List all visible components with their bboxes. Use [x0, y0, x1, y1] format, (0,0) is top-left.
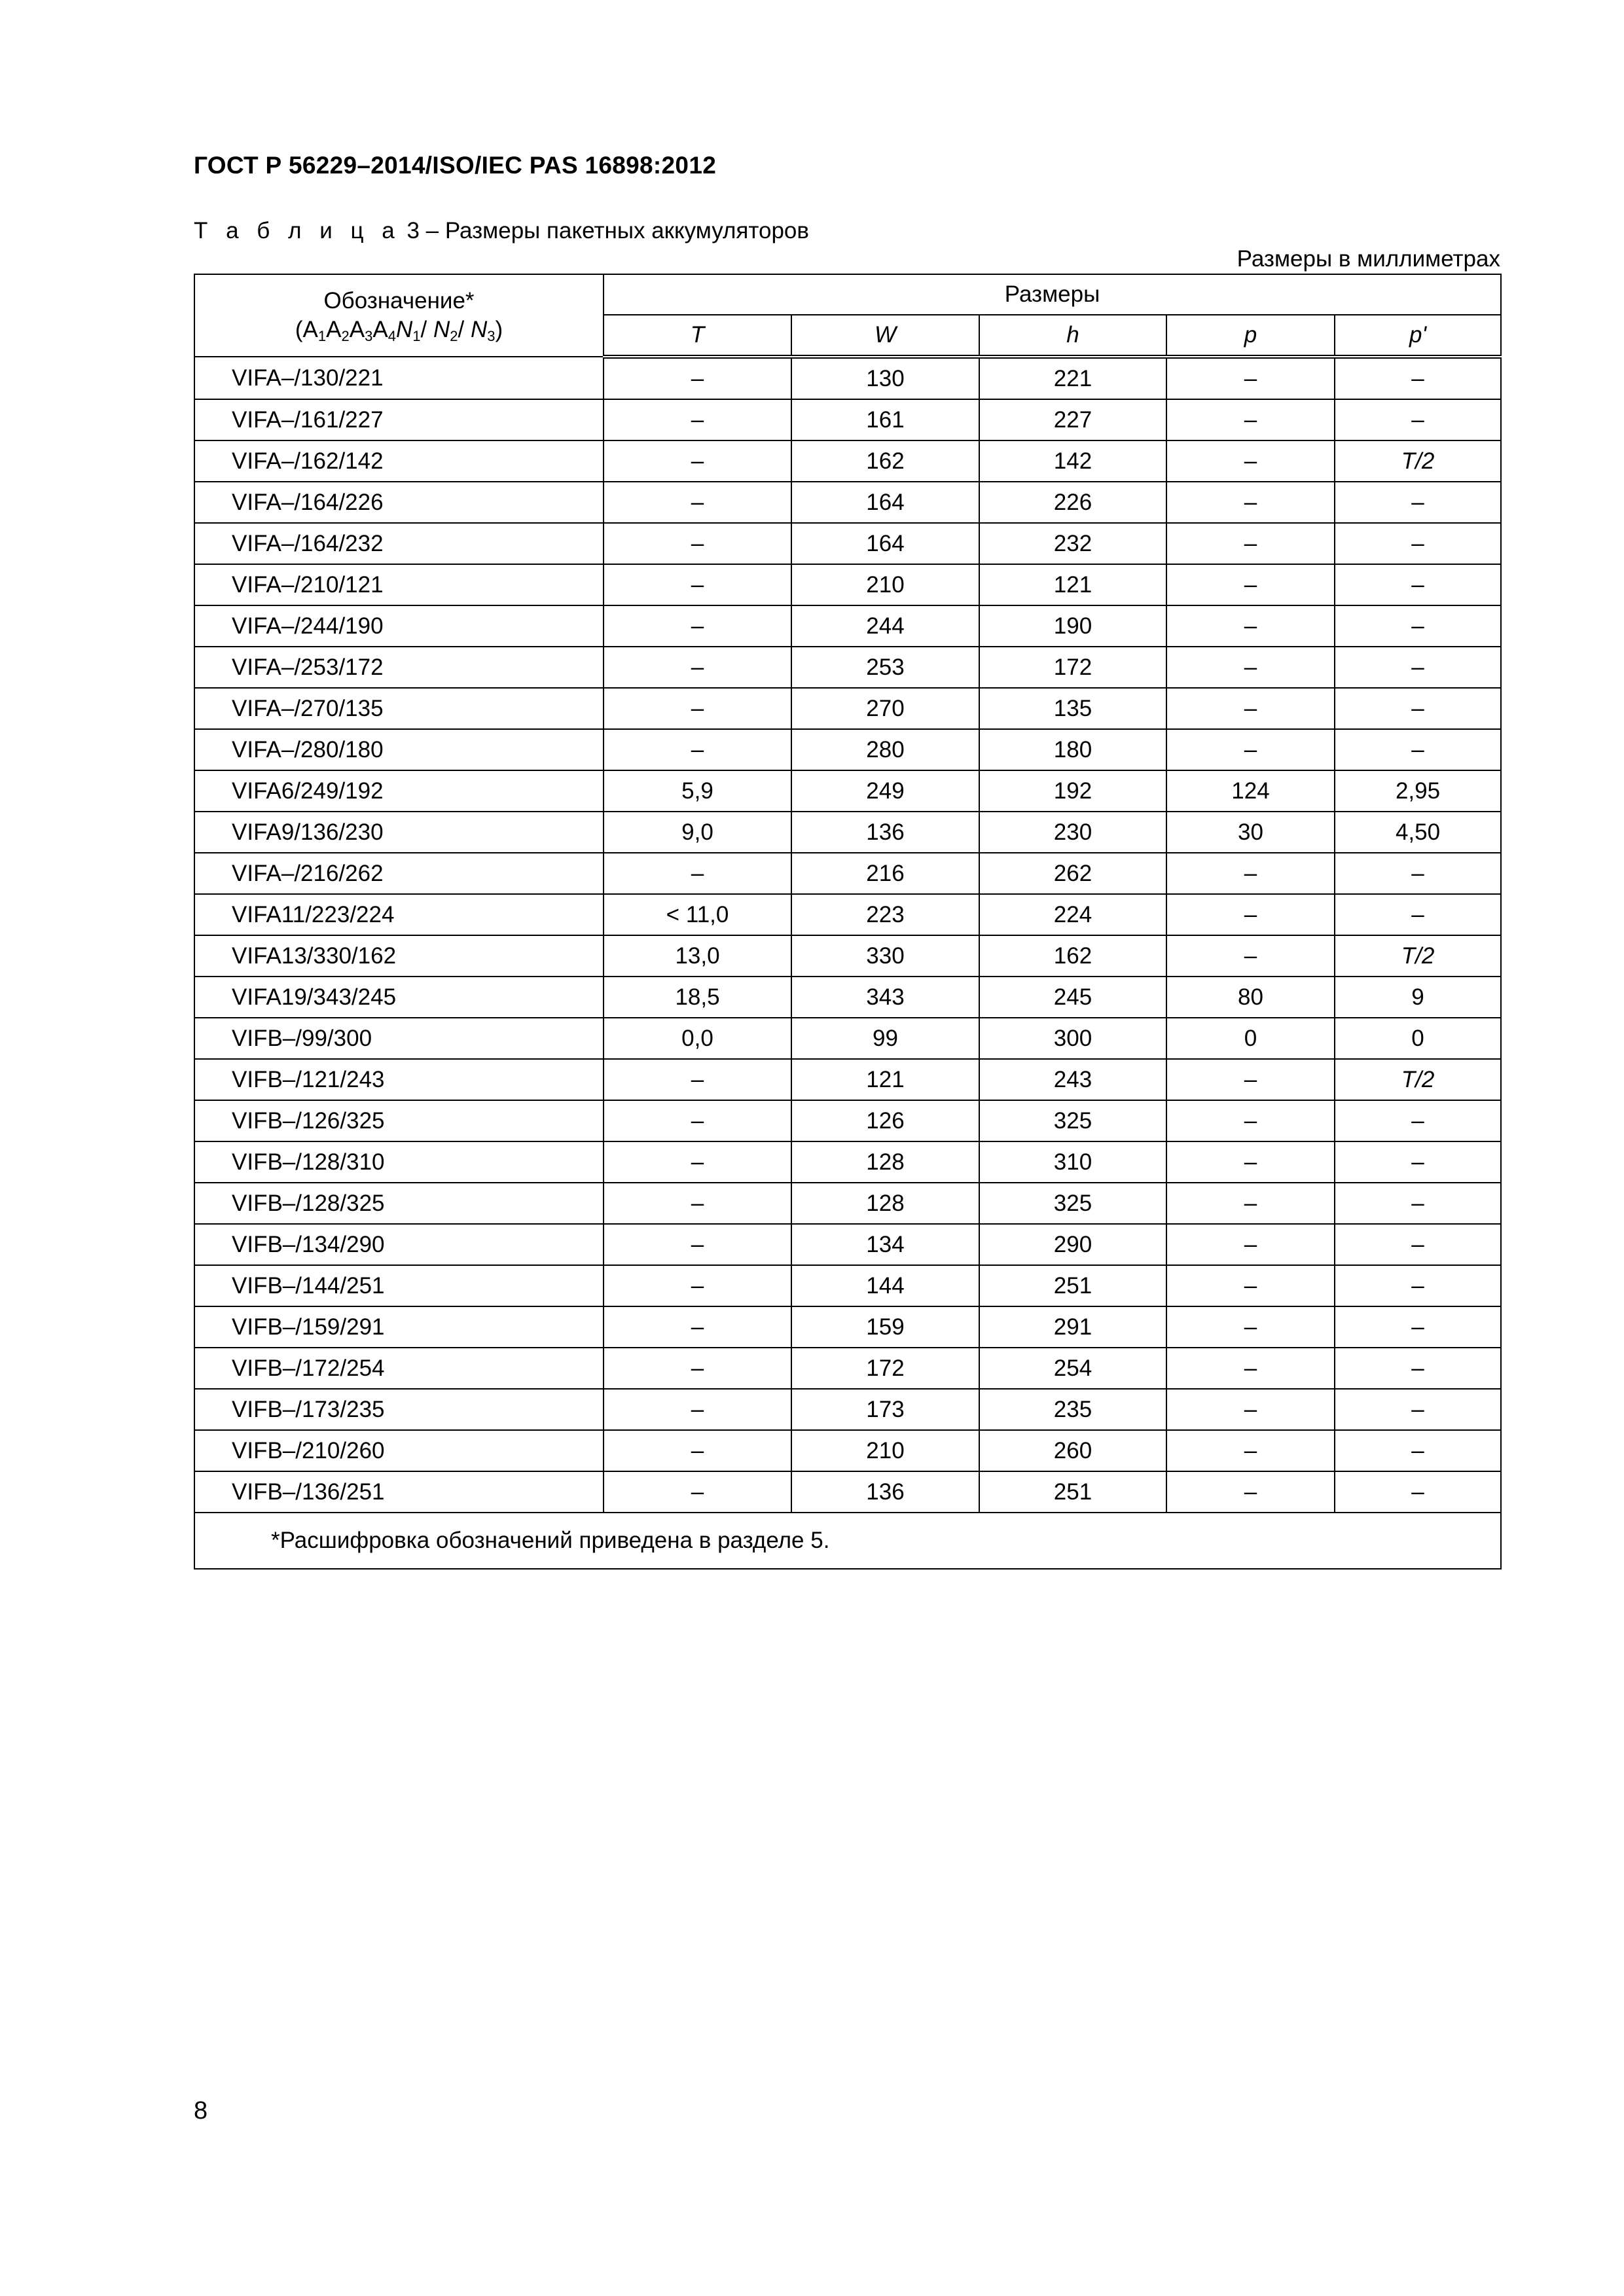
cell-p: – — [1166, 1100, 1335, 1141]
cell-p-prime: T/2 — [1335, 935, 1501, 977]
cell-T: – — [604, 482, 791, 523]
footnote-row — [194, 1513, 1501, 1569]
cell-p: – — [1166, 729, 1335, 770]
caption-prefix: Т а б л и ц а — [194, 218, 401, 243]
cell-h: 226 — [979, 482, 1166, 523]
cell-T: – — [604, 357, 791, 399]
cell-W: 161 — [791, 399, 979, 440]
cell-T: – — [604, 440, 791, 482]
designation-cell: VIFA–/244/190 — [194, 605, 604, 647]
designation-cell: VIFB–/121/243 — [194, 1059, 604, 1100]
table-row — [194, 1059, 1501, 1100]
designation-cell: VIFA19/343/245 — [194, 977, 604, 1018]
designation-cell: VIFA–/164/226 — [194, 482, 604, 523]
cell-p-prime: – — [1335, 688, 1501, 729]
table-row — [194, 647, 1501, 688]
cell-p-prime: – — [1335, 1306, 1501, 1348]
cell-T: 9,0 — [604, 812, 791, 853]
cell-T: – — [604, 1059, 791, 1100]
cell-p: – — [1166, 647, 1335, 688]
designation-cell: VIFB–/128/325 — [194, 1183, 604, 1224]
table-row — [194, 894, 1501, 935]
cell-p-prime: – — [1335, 523, 1501, 564]
cell-W: 343 — [791, 977, 979, 1018]
sizes-header: Размеры — [604, 274, 1501, 315]
table-row — [194, 482, 1501, 523]
cell-W: 162 — [791, 440, 979, 482]
cell-p: – — [1166, 1306, 1335, 1348]
cell-p-prime: – — [1335, 1265, 1501, 1306]
cell-p: – — [1166, 1059, 1335, 1100]
designation-cell: VIFB–/126/325 — [194, 1100, 604, 1141]
cell-h: 260 — [979, 1430, 1166, 1471]
cell-p-prime: – — [1335, 894, 1501, 935]
designation-cell: VIFA–/253/172 — [194, 647, 604, 688]
cell-p-prime: – — [1335, 1141, 1501, 1183]
cell-p-prime: – — [1335, 1471, 1501, 1513]
cell-h: 232 — [979, 523, 1166, 564]
table-row — [194, 935, 1501, 977]
cell-T: – — [604, 1224, 791, 1265]
cell-p-prime: 0 — [1335, 1018, 1501, 1059]
cell-p: – — [1166, 1183, 1335, 1224]
cell-p-prime: – — [1335, 729, 1501, 770]
cell-h: 227 — [979, 399, 1166, 440]
cell-W: 172 — [791, 1348, 979, 1389]
designation-formula: ($A_1A_2A_3A_4N_1/$ $N_2/$ $N_3$) — [295, 317, 503, 344]
cell-p-prime: T/2 — [1335, 1059, 1501, 1100]
cell-T: – — [604, 647, 791, 688]
cell-T: – — [604, 1389, 791, 1430]
designation-cell: VIFB–/134/290 — [194, 1224, 604, 1265]
cell-T: – — [604, 1265, 791, 1306]
designation-cell: VIFB–/128/310 — [194, 1141, 604, 1183]
designation-cell: VIFA–/216/262 — [194, 853, 604, 894]
cell-p: – — [1166, 1389, 1335, 1430]
table-caption — [194, 218, 809, 244]
table-row — [194, 1306, 1501, 1348]
table-row — [194, 357, 1501, 399]
cell-p-prime: 4,50 — [1335, 812, 1501, 853]
cell-p-prime: 9 — [1335, 977, 1501, 1018]
cell-W: 173 — [791, 1389, 979, 1430]
cell-W: 216 — [791, 853, 979, 894]
cell-p: – — [1166, 440, 1335, 482]
cell-h: 245 — [979, 977, 1166, 1018]
cell-h: 300 — [979, 1018, 1166, 1059]
cell-W: 223 — [791, 894, 979, 935]
cell-W: 330 — [791, 935, 979, 977]
cell-W: 128 — [791, 1141, 979, 1183]
units-note: Размеры в миллиметрах — [1236, 246, 1500, 272]
cell-W: 130 — [791, 357, 979, 399]
table-row — [194, 977, 1501, 1018]
cell-p-prime: – — [1335, 1224, 1501, 1265]
table-row — [194, 770, 1501, 812]
designation-cell: VIFA–/280/180 — [194, 729, 604, 770]
cell-T: – — [604, 853, 791, 894]
cell-h: 254 — [979, 1348, 1166, 1389]
cell-T: – — [604, 523, 791, 564]
table-row — [194, 812, 1501, 853]
cell-p: – — [1166, 482, 1335, 523]
cell-p-prime: – — [1335, 1183, 1501, 1224]
designation-cell: VIFB–/210/260 — [194, 1430, 604, 1471]
cell-T: 18,5 — [604, 977, 791, 1018]
page-number: 8 — [194, 2097, 208, 2125]
table-row — [194, 399, 1501, 440]
cell-p: – — [1166, 1224, 1335, 1265]
cell-p: – — [1166, 1348, 1335, 1389]
cell-h: 172 — [979, 647, 1166, 688]
col-h-header: h — [979, 315, 1166, 357]
cell-h: 121 — [979, 564, 1166, 605]
cell-h: 221 — [979, 357, 1166, 399]
designation-cell: VIFA–/270/135 — [194, 688, 604, 729]
table-row — [194, 729, 1501, 770]
cell-T: – — [604, 1141, 791, 1183]
cell-W: 126 — [791, 1100, 979, 1141]
cell-h: 325 — [979, 1183, 1166, 1224]
cell-p: – — [1166, 1471, 1335, 1513]
cell-W: 164 — [791, 523, 979, 564]
cell-p: – — [1166, 935, 1335, 977]
cell-h: 290 — [979, 1224, 1166, 1265]
designation-cell: VIFA–/164/232 — [194, 523, 604, 564]
designation-header — [194, 274, 604, 357]
cell-W: 99 — [791, 1018, 979, 1059]
designation-cell: VIFA6/249/192 — [194, 770, 604, 812]
cell-W: 270 — [791, 688, 979, 729]
cell-p-prime: – — [1335, 647, 1501, 688]
table-row — [194, 853, 1501, 894]
cell-p-prime: – — [1335, 605, 1501, 647]
designation-cell: VIFA–/162/142 — [194, 440, 604, 482]
cell-p-prime: – — [1335, 482, 1501, 523]
cell-p: 30 — [1166, 812, 1335, 853]
cell-T: 5,9 — [604, 770, 791, 812]
cell-T: 13,0 — [604, 935, 791, 977]
cell-T: – — [604, 1100, 791, 1141]
table-row — [194, 1389, 1501, 1430]
cell-h: 224 — [979, 894, 1166, 935]
cell-W: 210 — [791, 564, 979, 605]
table-row — [194, 1183, 1501, 1224]
designation-cell: VIFA9/136/230 — [194, 812, 604, 853]
designation-cell: VIFB–/159/291 — [194, 1306, 604, 1348]
table-row — [194, 440, 1501, 482]
footnote: *Расшифровка обозначений приведена в разделе 5. — [194, 1513, 1501, 1569]
document-header: ГОСТ Р 56229–2014/ISO/IEC PAS 16898:2012 — [194, 152, 717, 179]
cell-h: 310 — [979, 1141, 1166, 1183]
table-row — [194, 1141, 1501, 1183]
cell-p-prime: – — [1335, 1348, 1501, 1389]
caption-title: – Размеры пакетных аккумуляторов — [425, 218, 809, 243]
cell-W: 136 — [791, 1471, 979, 1513]
cell-p-prime: – — [1335, 399, 1501, 440]
cell-T: – — [604, 1306, 791, 1348]
cell-W: 136 — [791, 812, 979, 853]
cell-T: – — [604, 564, 791, 605]
cell-W: 144 — [791, 1265, 979, 1306]
cell-p: – — [1166, 688, 1335, 729]
cell-T: – — [604, 1348, 791, 1389]
dimensions-table — [194, 274, 1502, 1570]
cell-T: 0,0 — [604, 1018, 791, 1059]
caption-number: 3 — [406, 218, 420, 243]
cell-h: 251 — [979, 1265, 1166, 1306]
cell-T: – — [604, 729, 791, 770]
cell-T: – — [604, 399, 791, 440]
cell-h: 235 — [979, 1389, 1166, 1430]
cell-h: 291 — [979, 1306, 1166, 1348]
cell-p: – — [1166, 399, 1335, 440]
cell-h: 135 — [979, 688, 1166, 729]
cell-W: 134 — [791, 1224, 979, 1265]
table-row — [194, 605, 1501, 647]
cell-T: – — [604, 605, 791, 647]
designation-cell: VIFA11/223/224 — [194, 894, 604, 935]
designation-cell: VIFA13/330/162 — [194, 935, 604, 977]
cell-W: 253 — [791, 647, 979, 688]
cell-p-prime: – — [1335, 564, 1501, 605]
cell-p: – — [1166, 1430, 1335, 1471]
designation-cell: VIFB–/172/254 — [194, 1348, 604, 1389]
cell-p-prime: 2,95 — [1335, 770, 1501, 812]
table-row — [194, 1471, 1501, 1513]
cell-W: 121 — [791, 1059, 979, 1100]
table-row — [194, 523, 1501, 564]
cell-p: – — [1166, 605, 1335, 647]
cell-p: – — [1166, 853, 1335, 894]
col-T-header: T — [604, 315, 791, 357]
cell-p: – — [1166, 1141, 1335, 1183]
cell-T: – — [604, 1183, 791, 1224]
table-row — [194, 564, 1501, 605]
cell-p: – — [1166, 564, 1335, 605]
cell-h: 262 — [979, 853, 1166, 894]
cell-W: 249 — [791, 770, 979, 812]
cell-p-prime: – — [1335, 1430, 1501, 1471]
cell-p: 124 — [1166, 770, 1335, 812]
cell-h: 162 — [979, 935, 1166, 977]
col-W-header: W — [791, 315, 979, 357]
table-row — [194, 1265, 1501, 1306]
cell-p: 0 — [1166, 1018, 1335, 1059]
designation-cell: VIFA–/210/121 — [194, 564, 604, 605]
table-row — [194, 1430, 1501, 1471]
table-row — [194, 1018, 1501, 1059]
cell-W: 164 — [791, 482, 979, 523]
table-row — [194, 1100, 1501, 1141]
cell-p-prime: – — [1335, 853, 1501, 894]
table-row — [194, 1348, 1501, 1389]
designation-cell: VIFA–/130/221 — [194, 357, 604, 399]
cell-h: 230 — [979, 812, 1166, 853]
cell-W: 210 — [791, 1430, 979, 1471]
cell-h: 243 — [979, 1059, 1166, 1100]
cell-p: – — [1166, 894, 1335, 935]
cell-p: – — [1166, 357, 1335, 399]
designation-cell: VIFB–/136/251 — [194, 1471, 604, 1513]
designation-cell: VIFA–/161/227 — [194, 399, 604, 440]
cell-W: 244 — [791, 605, 979, 647]
cell-p-prime: – — [1335, 357, 1501, 399]
cell-W: 128 — [791, 1183, 979, 1224]
table-row — [194, 1224, 1501, 1265]
cell-h: 180 — [979, 729, 1166, 770]
col-p-prime-header: p' — [1335, 315, 1501, 357]
cell-p: – — [1166, 1265, 1335, 1306]
cell-p-prime: – — [1335, 1100, 1501, 1141]
cell-p-prime: – — [1335, 1389, 1501, 1430]
cell-h: 251 — [979, 1471, 1166, 1513]
header-row — [194, 274, 1501, 315]
cell-T: < 11,0 — [604, 894, 791, 935]
designation-cell: VIFB–/99/300 — [194, 1018, 604, 1059]
designation-title: Обозначение* — [323, 288, 475, 314]
cell-W: 280 — [791, 729, 979, 770]
cell-p: – — [1166, 523, 1335, 564]
cell-p: 80 — [1166, 977, 1335, 1018]
cell-T: – — [604, 688, 791, 729]
cell-p-prime: T/2 — [1335, 440, 1501, 482]
designation-cell: VIFB–/144/251 — [194, 1265, 604, 1306]
cell-h: 325 — [979, 1100, 1166, 1141]
table-row — [194, 688, 1501, 729]
cell-T: – — [604, 1471, 791, 1513]
designation-cell: VIFB–/173/235 — [194, 1389, 604, 1430]
cell-h: 192 — [979, 770, 1166, 812]
col-p-header: p — [1166, 315, 1335, 357]
cell-T: – — [604, 1430, 791, 1471]
cell-h: 190 — [979, 605, 1166, 647]
cell-W: 159 — [791, 1306, 979, 1348]
cell-h: 142 — [979, 440, 1166, 482]
